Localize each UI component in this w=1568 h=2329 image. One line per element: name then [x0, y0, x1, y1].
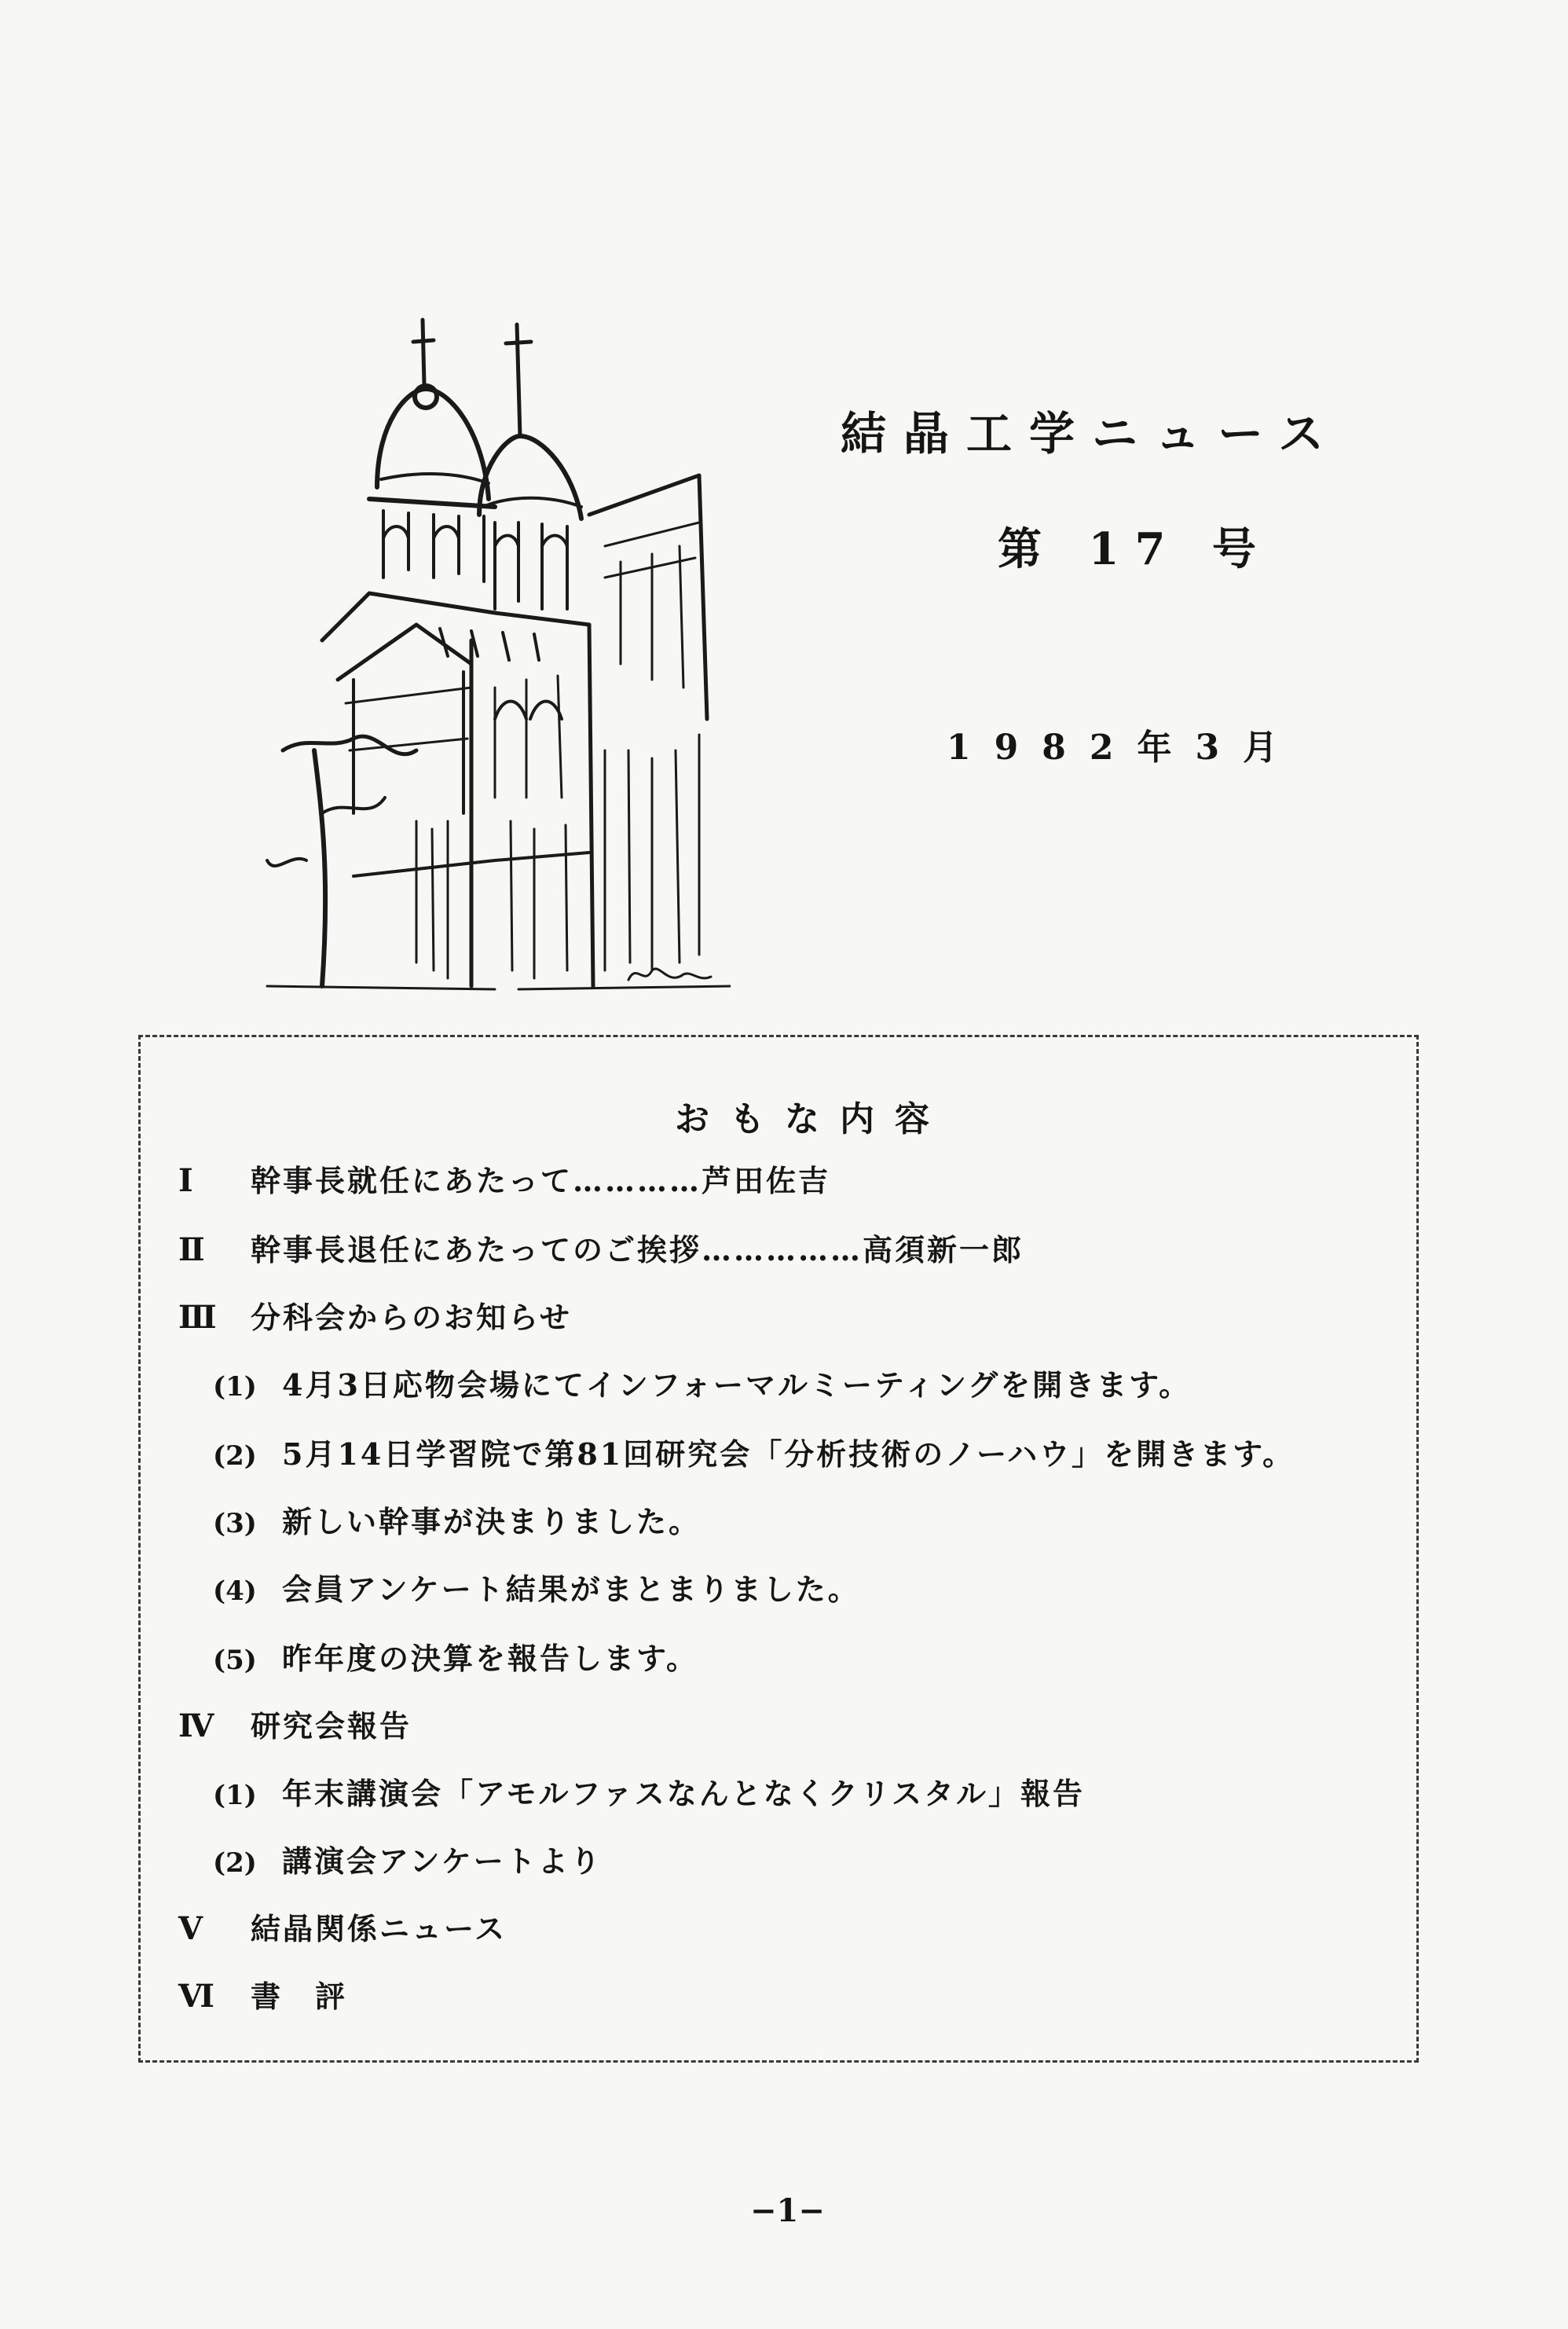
- toc-subitem: [213, 1430, 1295, 1473]
- toc-item-number: (1): [213, 1371, 257, 1403]
- toc-item-number: Ⅴ: [178, 1910, 203, 1947]
- toc-item: [178, 1702, 412, 1745]
- toc-item-number: Ⅱ: [178, 1231, 205, 1268]
- publication-date: 1982年3月: [947, 728, 1302, 768]
- toc-item-text: 昨年度の決算を報告します。: [282, 1641, 698, 1676]
- toc-subitem: [213, 1361, 1191, 1404]
- toc-item: [178, 1905, 507, 1948]
- newsletter-title: 結晶工学ニュース: [841, 407, 1342, 460]
- toc-item-number: (1): [213, 1780, 257, 1811]
- toc-subitem: [213, 1837, 603, 1880]
- toc-item-number: Ⅵ: [178, 1978, 214, 2015]
- toc-item-text: 幹事長退任にあたってのご挨拶……………高須新一郎: [251, 1232, 1024, 1267]
- toc-item: [178, 1293, 572, 1337]
- toc-item-text: 会員アンケート結果がまとまりました。: [282, 1572, 860, 1607]
- toc-subitem: [213, 1498, 701, 1541]
- toc-item-text: 幹事長就任にあたって…………芦田佐吉: [251, 1163, 831, 1198]
- toc-subitem: [213, 1770, 1085, 1813]
- toc-item: [178, 1157, 830, 1200]
- toc-item: [178, 1226, 1024, 1269]
- toc-item-text: 5月14日学習院で第81回研究会「分析技術のノーハウ」を開きます。: [282, 1436, 1295, 1472]
- toc-item-number: (5): [213, 1645, 257, 1676]
- toc-item-text: 年末講演会「アモルファスなんとなくクリスタル」報告: [282, 1776, 1085, 1811]
- table-of-contents: [138, 1035, 1419, 2063]
- toc-item-text: 分科会からのお知らせ: [251, 1300, 572, 1335]
- toc-item-text: 結晶関係ニュース: [251, 1911, 507, 1946]
- toc-item-text: 講演会アンケートより: [282, 1843, 603, 1879]
- toc-item-number: Ⅳ: [178, 1707, 214, 1744]
- toc-item-number: (4): [213, 1575, 257, 1607]
- toc-item-number: (2): [213, 1847, 257, 1879]
- toc-subitem: [213, 1634, 698, 1678]
- toc-item-text: 書 評: [251, 1979, 348, 2014]
- page-number: −1−: [750, 2192, 825, 2229]
- toc-item: [178, 1972, 347, 2015]
- toc-item-text: 新しい幹事が決まりました。: [282, 1504, 702, 1539]
- toc-item-number: Ⅰ: [178, 1162, 193, 1199]
- toc-item-text: 4月3日応物会場にてインフォーマルミーティングを開きます。: [282, 1367, 1192, 1403]
- toc-item-number: (2): [213, 1440, 257, 1472]
- toc-item-number: (3): [213, 1508, 257, 1539]
- issue-number: 第 17 号: [998, 523, 1272, 575]
- toc-subitem: [213, 1565, 860, 1608]
- church-sketch-illustration: [259, 310, 731, 1002]
- toc-item-text: 研究会報告: [251, 1708, 412, 1744]
- toc-item-number: Ⅲ: [178, 1299, 217, 1336]
- contents-heading: おもな内容: [675, 1099, 950, 1139]
